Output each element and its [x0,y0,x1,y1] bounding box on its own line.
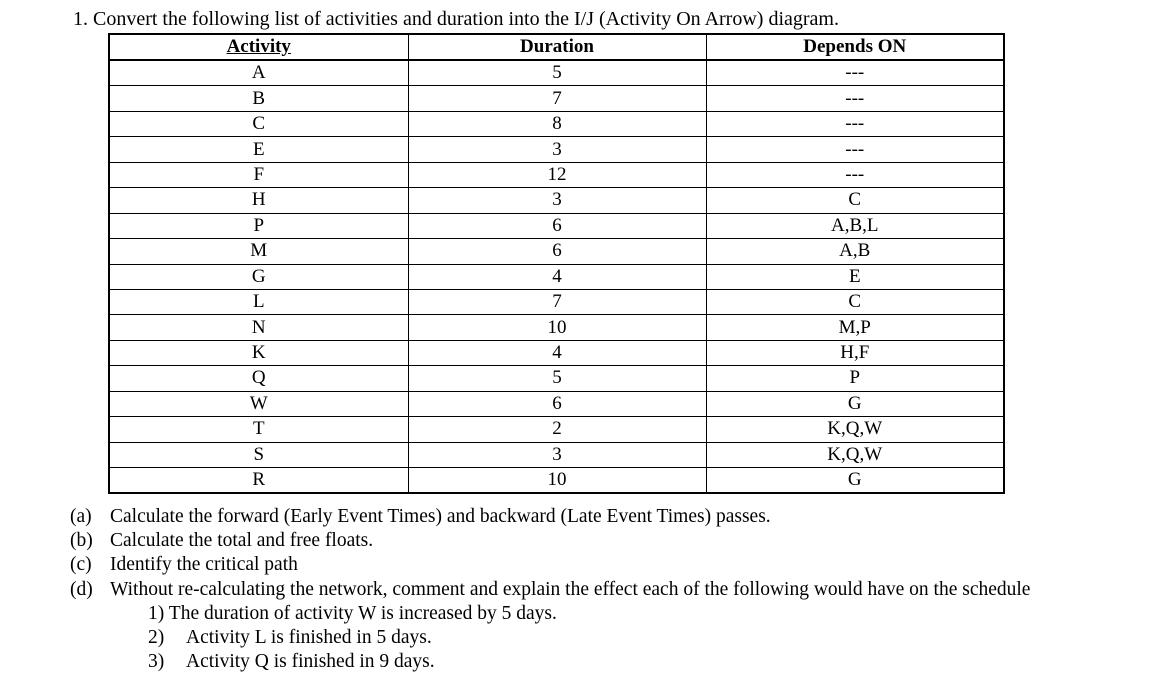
cell-duration: 8 [408,111,706,136]
cell-activity: K [109,340,408,365]
question-text: Calculate the forward (Early Event Times) and backward (Late Event Times) passes. [110,506,771,527]
cell-activity: L [109,289,408,314]
question-text: Identify the critical path [110,554,298,576]
cell-depends-on: A,B,L [706,213,1004,238]
cell-duration: 6 [408,213,706,238]
table-row [109,213,1004,238]
cell-depends-on: G [706,391,1004,416]
cell-duration: 3 [408,188,706,213]
cell-depends-on: H,F [706,340,1004,365]
question-marker: (d) [70,578,93,600]
cell-depends-on: A,B [706,239,1004,264]
sub-item-text: Activity L is finished in 5 days. [186,627,432,649]
cell-depends-on: --- [706,111,1004,136]
cell-activity: R [109,468,408,494]
cell-activity: F [109,162,408,187]
cell-activity: M [109,239,408,264]
table-row [109,60,1004,86]
sub-item [70,626,1030,650]
header-activity: Activity [109,34,408,60]
table-row [109,366,1004,391]
cell-duration: 6 [408,391,706,416]
cell-duration: 4 [408,264,706,289]
cell-duration: 5 [408,60,706,86]
cell-duration: 7 [408,86,706,111]
cell-activity: T [109,417,408,442]
table-row [109,137,1004,162]
table-row [109,340,1004,365]
question-marker: (c) [70,554,92,576]
table-header-row [109,34,1004,60]
question-list [70,505,1030,674]
question-marker: (b) [70,530,93,552]
cell-duration: 3 [408,137,706,162]
cell-duration: 7 [408,289,706,314]
table-row [109,162,1004,187]
cell-activity: H [109,188,408,213]
table-row [109,442,1004,467]
cell-activity: N [109,315,408,340]
table-row [109,391,1004,416]
cell-duration: 2 [408,417,706,442]
cell-duration: 5 [408,366,706,391]
sub-item-number: 1) [148,602,165,624]
table-body [109,60,1004,493]
table-row [109,468,1004,494]
cell-activity: G [109,264,408,289]
question-item [70,553,1030,577]
cell-activity: Q [109,366,408,391]
table-row [109,111,1004,136]
cell-depends-on: --- [706,162,1004,187]
table-row [109,417,1004,442]
question-title: 1. Convert the following list of activities and duration into the I/J (Activity On Arrow) diagram. [73,8,839,30]
activity-table [108,33,1005,494]
cell-depends-on: C [706,289,1004,314]
cell-activity: A [109,60,408,86]
table-row [109,264,1004,289]
sub-item-text: The duration of activity W is increased by 5 days. [168,602,557,624]
cell-activity: E [109,137,408,162]
cell-depends-on: --- [706,86,1004,111]
header-duration: Duration [408,34,706,60]
question-item [70,578,1030,602]
table-row [109,289,1004,314]
cell-depends-on: P [706,366,1004,391]
question-item [70,529,1030,553]
cell-depends-on: E [706,264,1004,289]
sub-item [70,602,1030,626]
question-marker: (a) [70,506,92,527]
sub-item [70,650,1030,674]
cell-depends-on: --- [706,137,1004,162]
cell-activity: P [109,213,408,238]
sub-item-text: Activity Q is finished in 9 days. [186,651,435,673]
cell-duration: 4 [408,340,706,365]
table-row [109,86,1004,111]
table-row [109,239,1004,264]
cell-depends-on: C [706,188,1004,213]
cell-duration: 6 [408,239,706,264]
cell-depends-on: M,P [706,315,1004,340]
question-text: Calculate the total and free floats. [110,530,374,552]
cell-activity: B [109,86,408,111]
cell-depends-on: --- [706,60,1004,86]
cell-duration: 12 [408,162,706,187]
cell-activity: C [109,111,408,136]
cell-depends-on: K,Q,W [706,417,1004,442]
cell-activity: S [109,442,408,467]
sub-item-number: 3) [148,651,165,673]
question-text: Without re-calculating the network, comment and explain the effect each of the following would have on the schedule [110,578,1031,600]
header-depends-on: Depends ON [706,34,1004,60]
cell-duration: 3 [408,442,706,467]
cell-duration: 10 [408,468,706,494]
table-row [109,315,1004,340]
cell-duration: 10 [408,315,706,340]
question-item [70,505,1030,529]
cell-activity: W [109,391,408,416]
sub-item-number: 2) [148,627,165,649]
table-row [109,188,1004,213]
cell-depends-on: G [706,468,1004,494]
cell-depends-on: K,Q,W [706,442,1004,467]
